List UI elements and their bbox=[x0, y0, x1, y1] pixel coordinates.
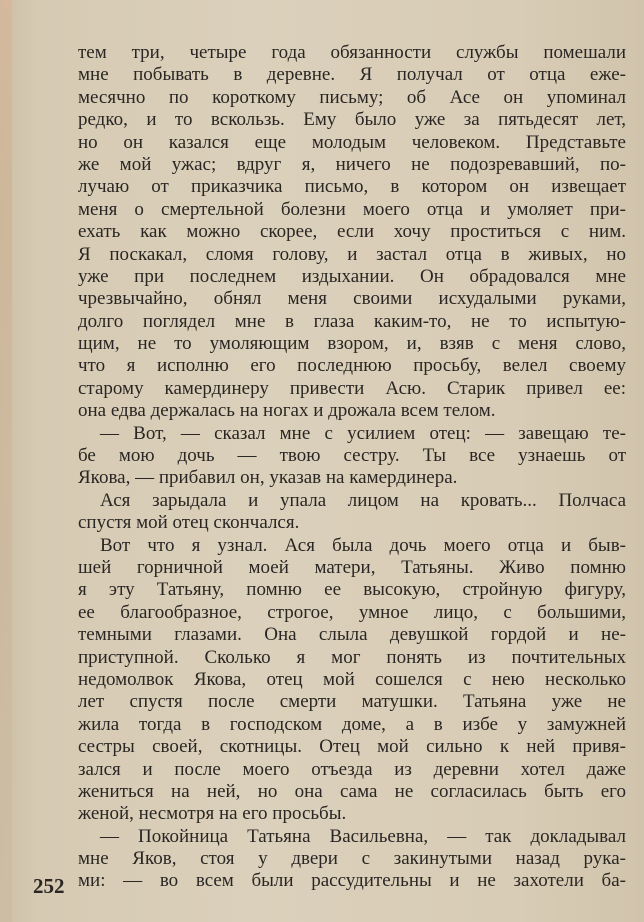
text-line: мне побывать в деревне. Я получал от отца еже- bbox=[78, 64, 626, 86]
text-line: ехать как можно скорее, если хочу проститься с ним. bbox=[78, 221, 626, 243]
text-line: Якова, — прибавил он, указав на камердинера. bbox=[78, 467, 458, 489]
text-line: — Покойница Татьяна Васильевна, — так докладывал bbox=[100, 825, 626, 847]
text-line: лет спустя после смерти матушки. Татьяна уже не bbox=[78, 691, 626, 713]
text-line: жила тогда в господском доме, а в избе у замужней bbox=[78, 713, 626, 735]
text-line: шей горничной моей матери, Татьяны. Живо помню bbox=[78, 556, 626, 578]
text-line: же мой ужас; вдруг я, ничего не подозревавший, по- bbox=[78, 153, 626, 175]
text-line: редко, и то вскользь. Ему было уже за пятьдесят лет, bbox=[78, 109, 626, 131]
text-line: она едва держалась на ногах и дрожала всем телом. bbox=[78, 400, 496, 422]
text-line: недомолвок Якова, отец мой сошелся с нею несколько bbox=[78, 668, 626, 690]
text-line: зался и после моего отъезда из деревни хотел даже bbox=[78, 758, 626, 780]
text-line: темными глазами. Она слыла девушкой гордой и не- bbox=[78, 624, 626, 646]
text-line: бе мою дочь — твою сестру. Ты все узнаешь от bbox=[78, 445, 626, 467]
text-line: месячно по короткому письму; об Асе он упоминал bbox=[78, 86, 626, 108]
text-line: чрезвычайно, обнял меня своими исхудалыми руками, bbox=[78, 288, 626, 310]
text-line: ми: — во всем были рассудительны и не захотели ба- bbox=[78, 870, 626, 892]
text-line: Ася зарыдала и упала лицом на кровать... Полчаса bbox=[100, 489, 626, 511]
body-text bbox=[78, 42, 626, 893]
text-line: но он казался еще молодым человеком. Представьте bbox=[78, 131, 626, 153]
text-line: спустя мой отец скончался. bbox=[78, 512, 300, 534]
text-line: долго поглядел мне в глаза каким-то, не то испытую- bbox=[78, 310, 626, 332]
text-line: Вот что я узнал. Ася была дочь моего отца и быв- bbox=[100, 534, 626, 556]
text-line: лучаю от приказчика письмо, в котором он извещает bbox=[78, 176, 626, 198]
text-line: меня о смертельной болезни моего отца и умоляет при- bbox=[78, 198, 626, 220]
text-line: тем три, четыре года обязанности службы помешали bbox=[78, 42, 626, 63]
text-line: — Вот, — сказал мне с усилием отец: — завещаю те- bbox=[100, 422, 626, 444]
text-line: я эту Татьяну, помню ее высокую, стройную фигуру, bbox=[78, 579, 626, 601]
text-line: мне Яков, стоя у двери с закинутыми назад рука- bbox=[78, 848, 626, 870]
text-line: жениться на ней, но она сама не согласилась быть его bbox=[78, 780, 626, 802]
text-line: ее благообразное, строгое, умное лицо, с большими, bbox=[78, 601, 626, 623]
page-number: 252 bbox=[33, 874, 65, 898]
text-line: щим, не то умоляющим взором, и, взяв с меня слово, bbox=[78, 333, 626, 355]
text-line: приступной. Сколько я мог понять из почтительных bbox=[78, 646, 626, 668]
text-line: Я поскакал, сломя голову, и застал отца в живых, но bbox=[78, 243, 626, 265]
text-line: уже при последнем издыхании. Он обрадовался мне bbox=[78, 265, 626, 287]
page-edge-stain bbox=[0, 0, 12, 922]
text-line: сестры своей, скотницы. Отец мой сильно к ней привя- bbox=[78, 736, 626, 758]
text-line: старому камердинеру привести Асю. Старик привел ее: bbox=[78, 377, 626, 399]
text-line: что я исполню его последнюю просьбу, велел своему bbox=[78, 355, 626, 377]
text-line: женой, несмотря на его просьбы. bbox=[78, 803, 347, 825]
